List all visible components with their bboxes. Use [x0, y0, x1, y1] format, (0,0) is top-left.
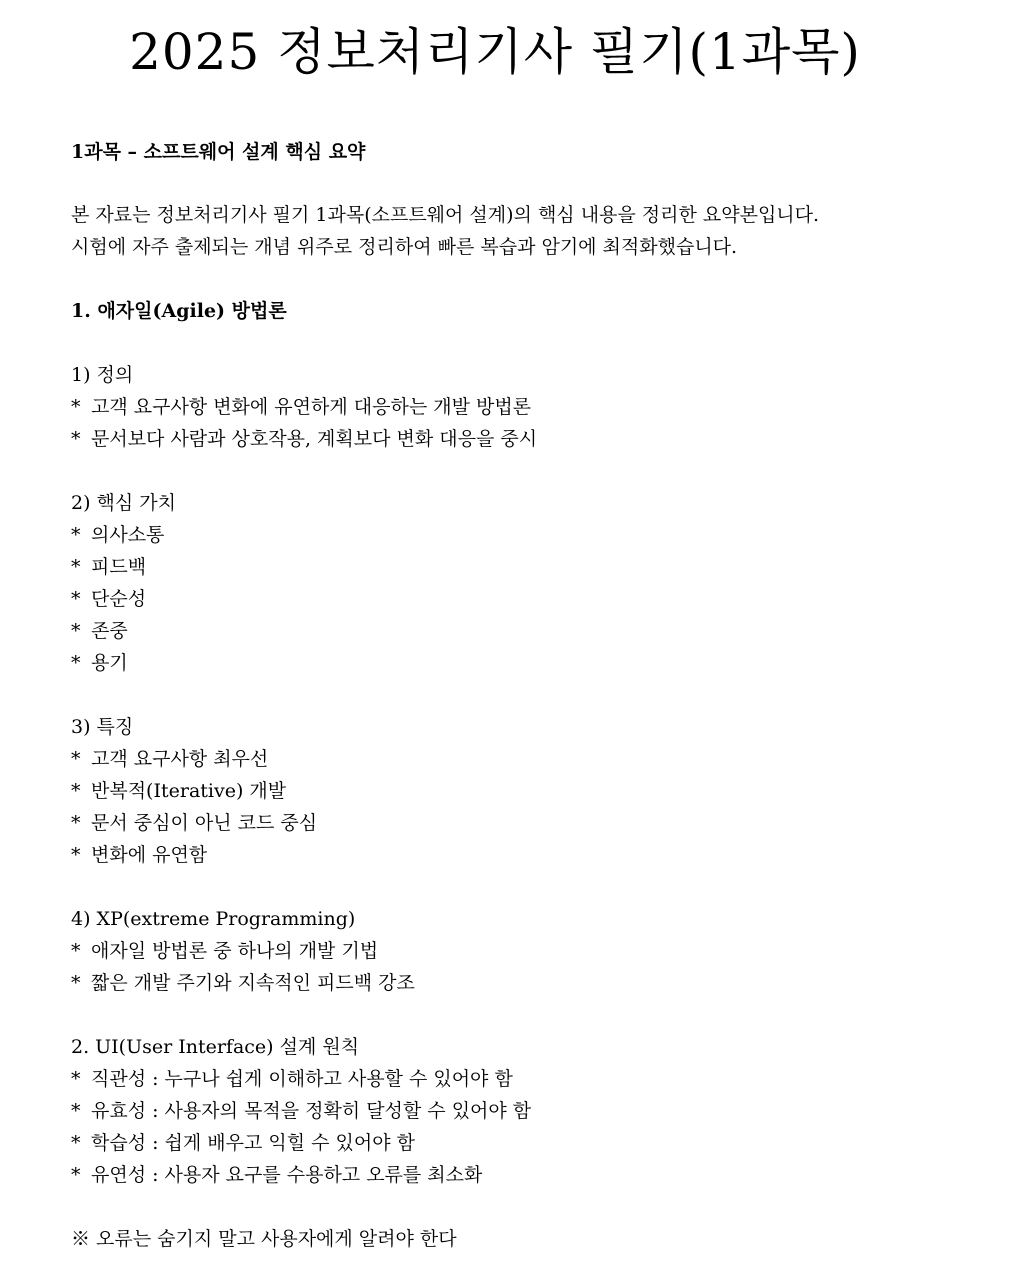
list-item [71, 747, 268, 771]
bullet-mark: * [71, 1100, 81, 1122]
definition-heading: 1) 정의 [71, 364, 134, 386]
list-item-text: 반복적(Iterative) 개발 [91, 780, 287, 802]
bullet-mark: * [71, 396, 81, 418]
bullet-mark: * [71, 812, 81, 834]
list-item-text: 의사소통 [91, 524, 165, 546]
list-item-text: 피드백 [91, 556, 147, 578]
note-text: ※ 오류는 숨기지 말고 사용자에게 알려야 한다 [71, 1228, 457, 1250]
document-title: 2025 정보처리기사 필기(1과목) [129, 23, 861, 81]
list-item-text: 짧은 개발 주기와 지속적인 피드백 강조 [91, 972, 415, 994]
list-item [71, 811, 317, 835]
list-item [71, 619, 128, 643]
list-item [71, 1099, 531, 1123]
list-item [71, 427, 537, 451]
bullet-mark: * [71, 620, 81, 642]
list-item-text: 문서 중심이 아닌 코드 중심 [91, 812, 318, 834]
list-item-text: 단순성 [91, 588, 147, 610]
bullet-mark: * [71, 652, 81, 674]
bullet-mark: * [71, 844, 81, 866]
list-item [71, 1067, 513, 1091]
bullet-mark: * [71, 748, 81, 770]
list-item [71, 843, 207, 867]
features-heading: 3) 특징 [71, 716, 134, 738]
list-item-text: 변화에 유연함 [91, 844, 208, 866]
section1-heading: 1. 애자일(Agile) 방법론 [71, 300, 287, 322]
intro-line-1: 본 자료는 정보처리기사 필기 1과목(소프트웨어 설계)의 핵심 내용을 정리한 요약본입니다. [71, 204, 820, 226]
intro-line-2: 시험에 자주 출제되는 개념 위주로 정리하여 빠른 복습과 암기에 최적화했습니다. [71, 236, 738, 258]
bullet-mark: * [71, 972, 81, 994]
list-item [71, 395, 531, 419]
bullet-mark: * [71, 1068, 81, 1090]
list-item-text: 문서보다 사람과 상호작용, 계획보다 변화 대응을 중시 [91, 428, 538, 450]
list-item [71, 555, 146, 579]
list-item [71, 523, 164, 547]
list-item-text: 고객 요구사항 최우선 [91, 748, 269, 770]
bullet-mark: * [71, 780, 81, 802]
subject-heading: 1과목 – 소프트웨어 설계 핵심 요약 [71, 141, 366, 163]
list-item [71, 651, 128, 675]
values-heading: 2) 핵심 가치 [71, 492, 176, 514]
section2-heading: 2. UI(User Interface) 설계 원칙 [71, 1036, 360, 1058]
list-item-text: 직관성 : 누구나 쉽게 이해하고 사용할 수 있어야 함 [91, 1068, 513, 1090]
xp-heading: 4) XP(extreme Programming) [71, 908, 356, 930]
list-item [71, 1163, 482, 1187]
bullet-mark: * [71, 940, 81, 962]
bullet-mark: * [71, 1164, 81, 1186]
list-item-text: 존중 [91, 620, 128, 642]
list-item-text: 용기 [91, 652, 128, 674]
bullet-mark: * [71, 1132, 81, 1154]
list-item [71, 971, 415, 995]
list-item [71, 1131, 415, 1155]
list-item [71, 939, 378, 963]
list-item-text: 고객 요구사항 변화에 유연하게 대응하는 개발 방법론 [91, 396, 532, 418]
bullet-mark: * [71, 588, 81, 610]
list-item-text: 애자일 방법론 중 하나의 개발 기법 [91, 940, 379, 962]
list-item-text: 유연성 : 사용자 요구를 수용하고 오류를 최소화 [91, 1164, 483, 1186]
list-item [71, 779, 286, 803]
list-item [71, 587, 146, 611]
bullet-mark: * [71, 524, 81, 546]
list-item-text: 유효성 : 사용자의 목적을 정확히 달성할 수 있어야 함 [91, 1100, 532, 1122]
list-item-text: 학습성 : 쉽게 배우고 익힐 수 있어야 함 [91, 1132, 415, 1154]
bullet-mark: * [71, 428, 81, 450]
bullet-mark: * [71, 556, 81, 578]
